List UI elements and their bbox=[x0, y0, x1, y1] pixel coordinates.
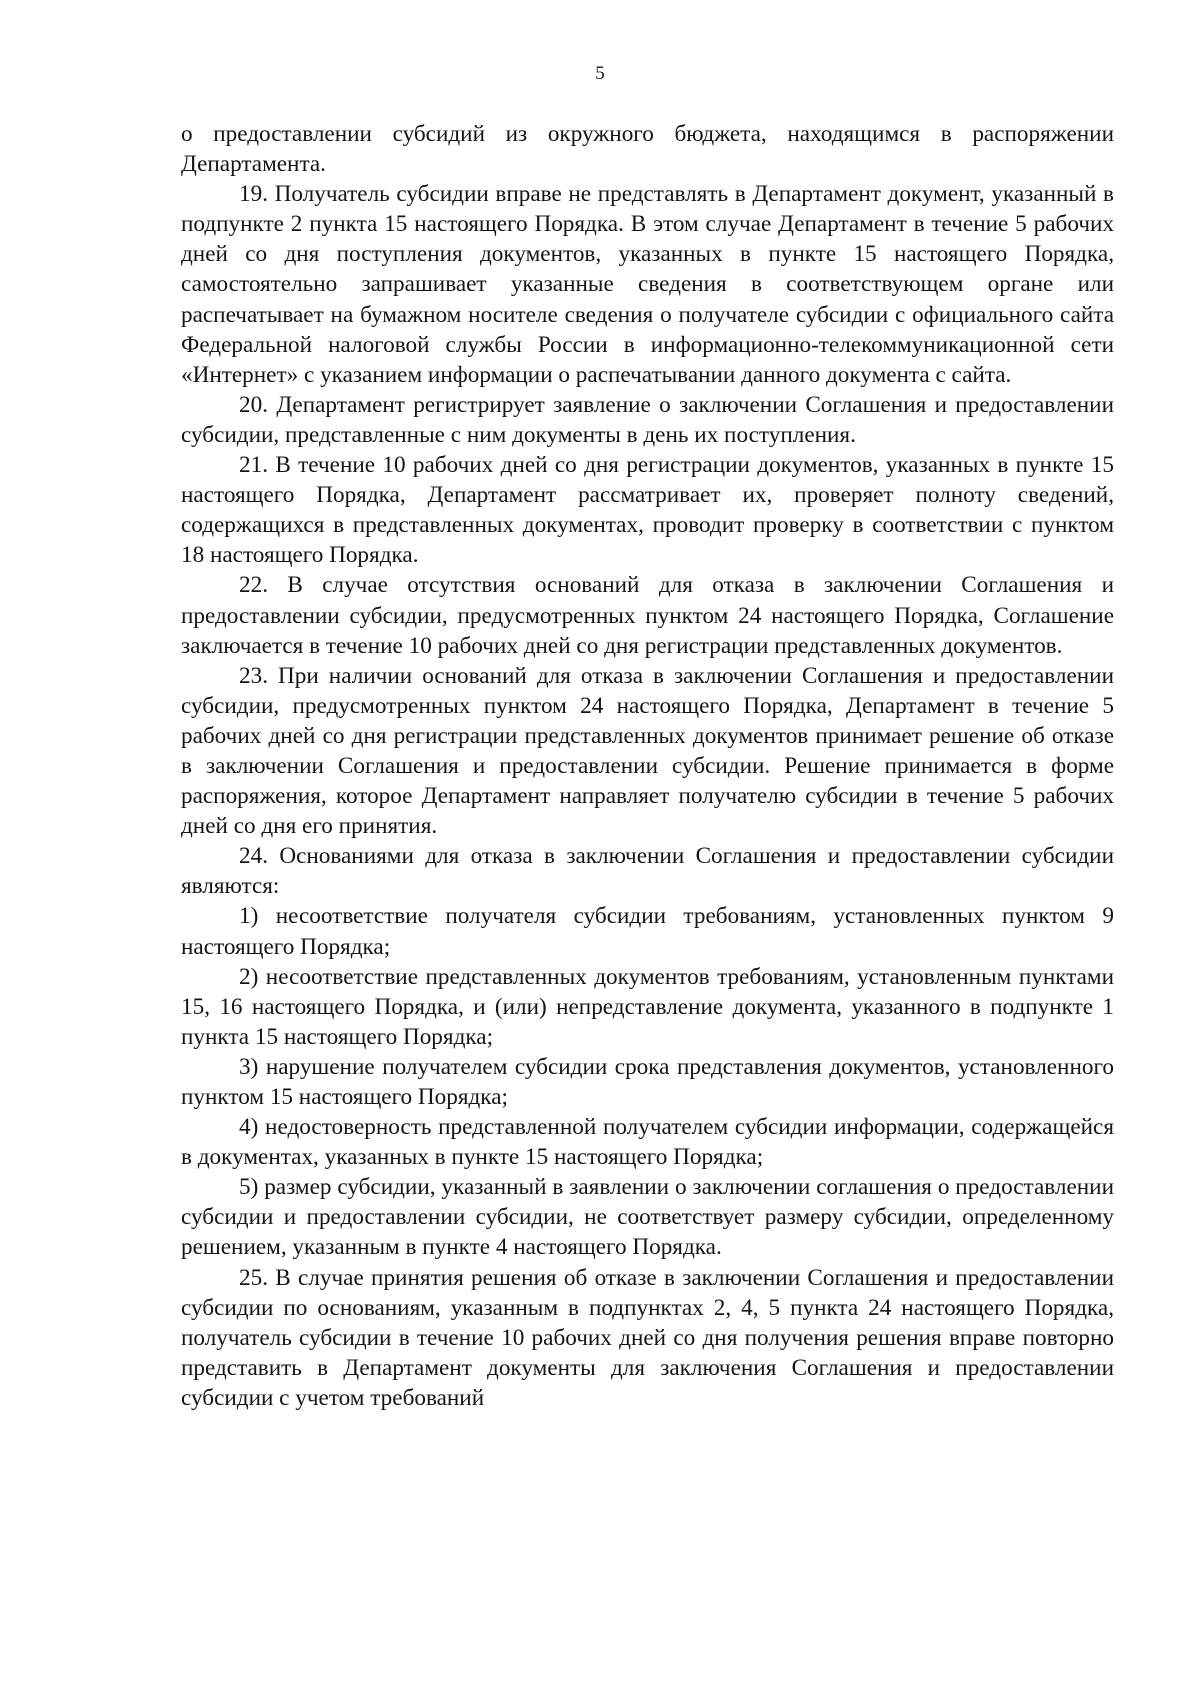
list-item-24-4: 4) недостоверность представленной получателем субсидии информации, содержащейся в документах, указанных в пункте 15 настоящего Порядка; bbox=[181, 1114, 1114, 1171]
page-number: 5 bbox=[595, 63, 605, 84]
document-body bbox=[181, 119, 1114, 1413]
paragraph-24: 24. Основаниями для отказа в заключении Соглашения и предоставлении субсидии являются: bbox=[181, 843, 1114, 900]
paragraph-25: 25. В случае принятия решения об отказе в заключении Соглашения и предоставлении субсидии по основаниям, указанным в подпунктах 2, 4, 5 пункта 24 настоящего Порядка, получатель субсидии в течение 10 рабочих дней со дня получения решения вправе повторно представить в Департамент документы для заключения Соглашения и предоставлении субсидии с учетом требований bbox=[181, 1264, 1114, 1411]
paragraph-21: 21. В течение 10 рабочих дней со дня регистрации документов, указанных в пункте 15 настоящего Порядка, Департамент рассматривает их, проверяет полноту сведений, содержащихся в представленных документах, проводит проверку в соответствии с пунктом 18 настоящего Порядка. bbox=[181, 452, 1114, 569]
paragraph-19: 19. Получатель субсидии вправе не представлять в Департамент документ, указанный в подпункте 2 пункта 15 настоящего Порядка. В этом случае Департамент в течение 5 рабочих дней со дня поступления документов, указанных в пункте 15 настоящего Порядка, самостоятельно запрашивает указанные сведения в соответствующем органе или распечатывает на бумажном носителе сведения о получателе субсидии с официального сайта Федеральной налоговой службы России в информационно-телекоммуникационной сети «Интернет» с указанием информации о распечатывании данного документа с сайта. bbox=[181, 181, 1114, 388]
list-item-24-5: 5) размер субсидии, указанный в заявлении о заключении соглашения о предоставлении субсидии и предоставлении субсидии, не соответствует размеру субсидии, определенному решением, указанным в пункте 4 настоящего Порядка. bbox=[181, 1174, 1114, 1261]
list-item-24-1: 1) несоответствие получателя субсидии требованиям, установленных пунктом 9 настоящего Порядка; bbox=[181, 903, 1114, 960]
paragraph-20: 20. Департамент регистрирует заявление о заключении Соглашения и предоставлении субсидии, представленные с ним документы в день их поступления. bbox=[181, 391, 1114, 448]
paragraph-22: 22. В случае отсутствия оснований для отказа в заключении Соглашения и предоставлении субсидии, предусмотренных пунктом 24 настоящего Порядка, Соглашение заключается в течение 10 рабочих дней со дня регистрации представленных документов. bbox=[181, 572, 1114, 659]
list-item-24-2: 2) несоответствие представленных документов требованиям, установленным пунктами 15, 16 настоящего Порядка, и (или) непредставление документа, указанного в подпункте 1 пункта 15 настоящего Порядка; bbox=[181, 963, 1114, 1050]
list-item-24-3: 3) нарушение получателем субсидии срока представления документов, установленного пунктом 15 настоящего Порядка; bbox=[181, 1053, 1114, 1110]
paragraph-23: 23. При наличии оснований для отказа в заключении Соглашения и предоставлении субсидии, предусмотренных пунктом 24 настоящего Порядка, Департамент в течение 5 рабочих дней со дня регистрации представленных документов принимает решение об отказе в заключении Соглашения и предоставлении субсидии. Решение принимается в форме распоряжения, которое Департамент направляет получателю субсидии в течение 5 рабочих дней со дня его принятия. bbox=[181, 662, 1114, 840]
paragraph-continuation: о предоставлении субсидий из окружного бюджета, находящимся в распоряжении Департамента. bbox=[181, 121, 1114, 178]
